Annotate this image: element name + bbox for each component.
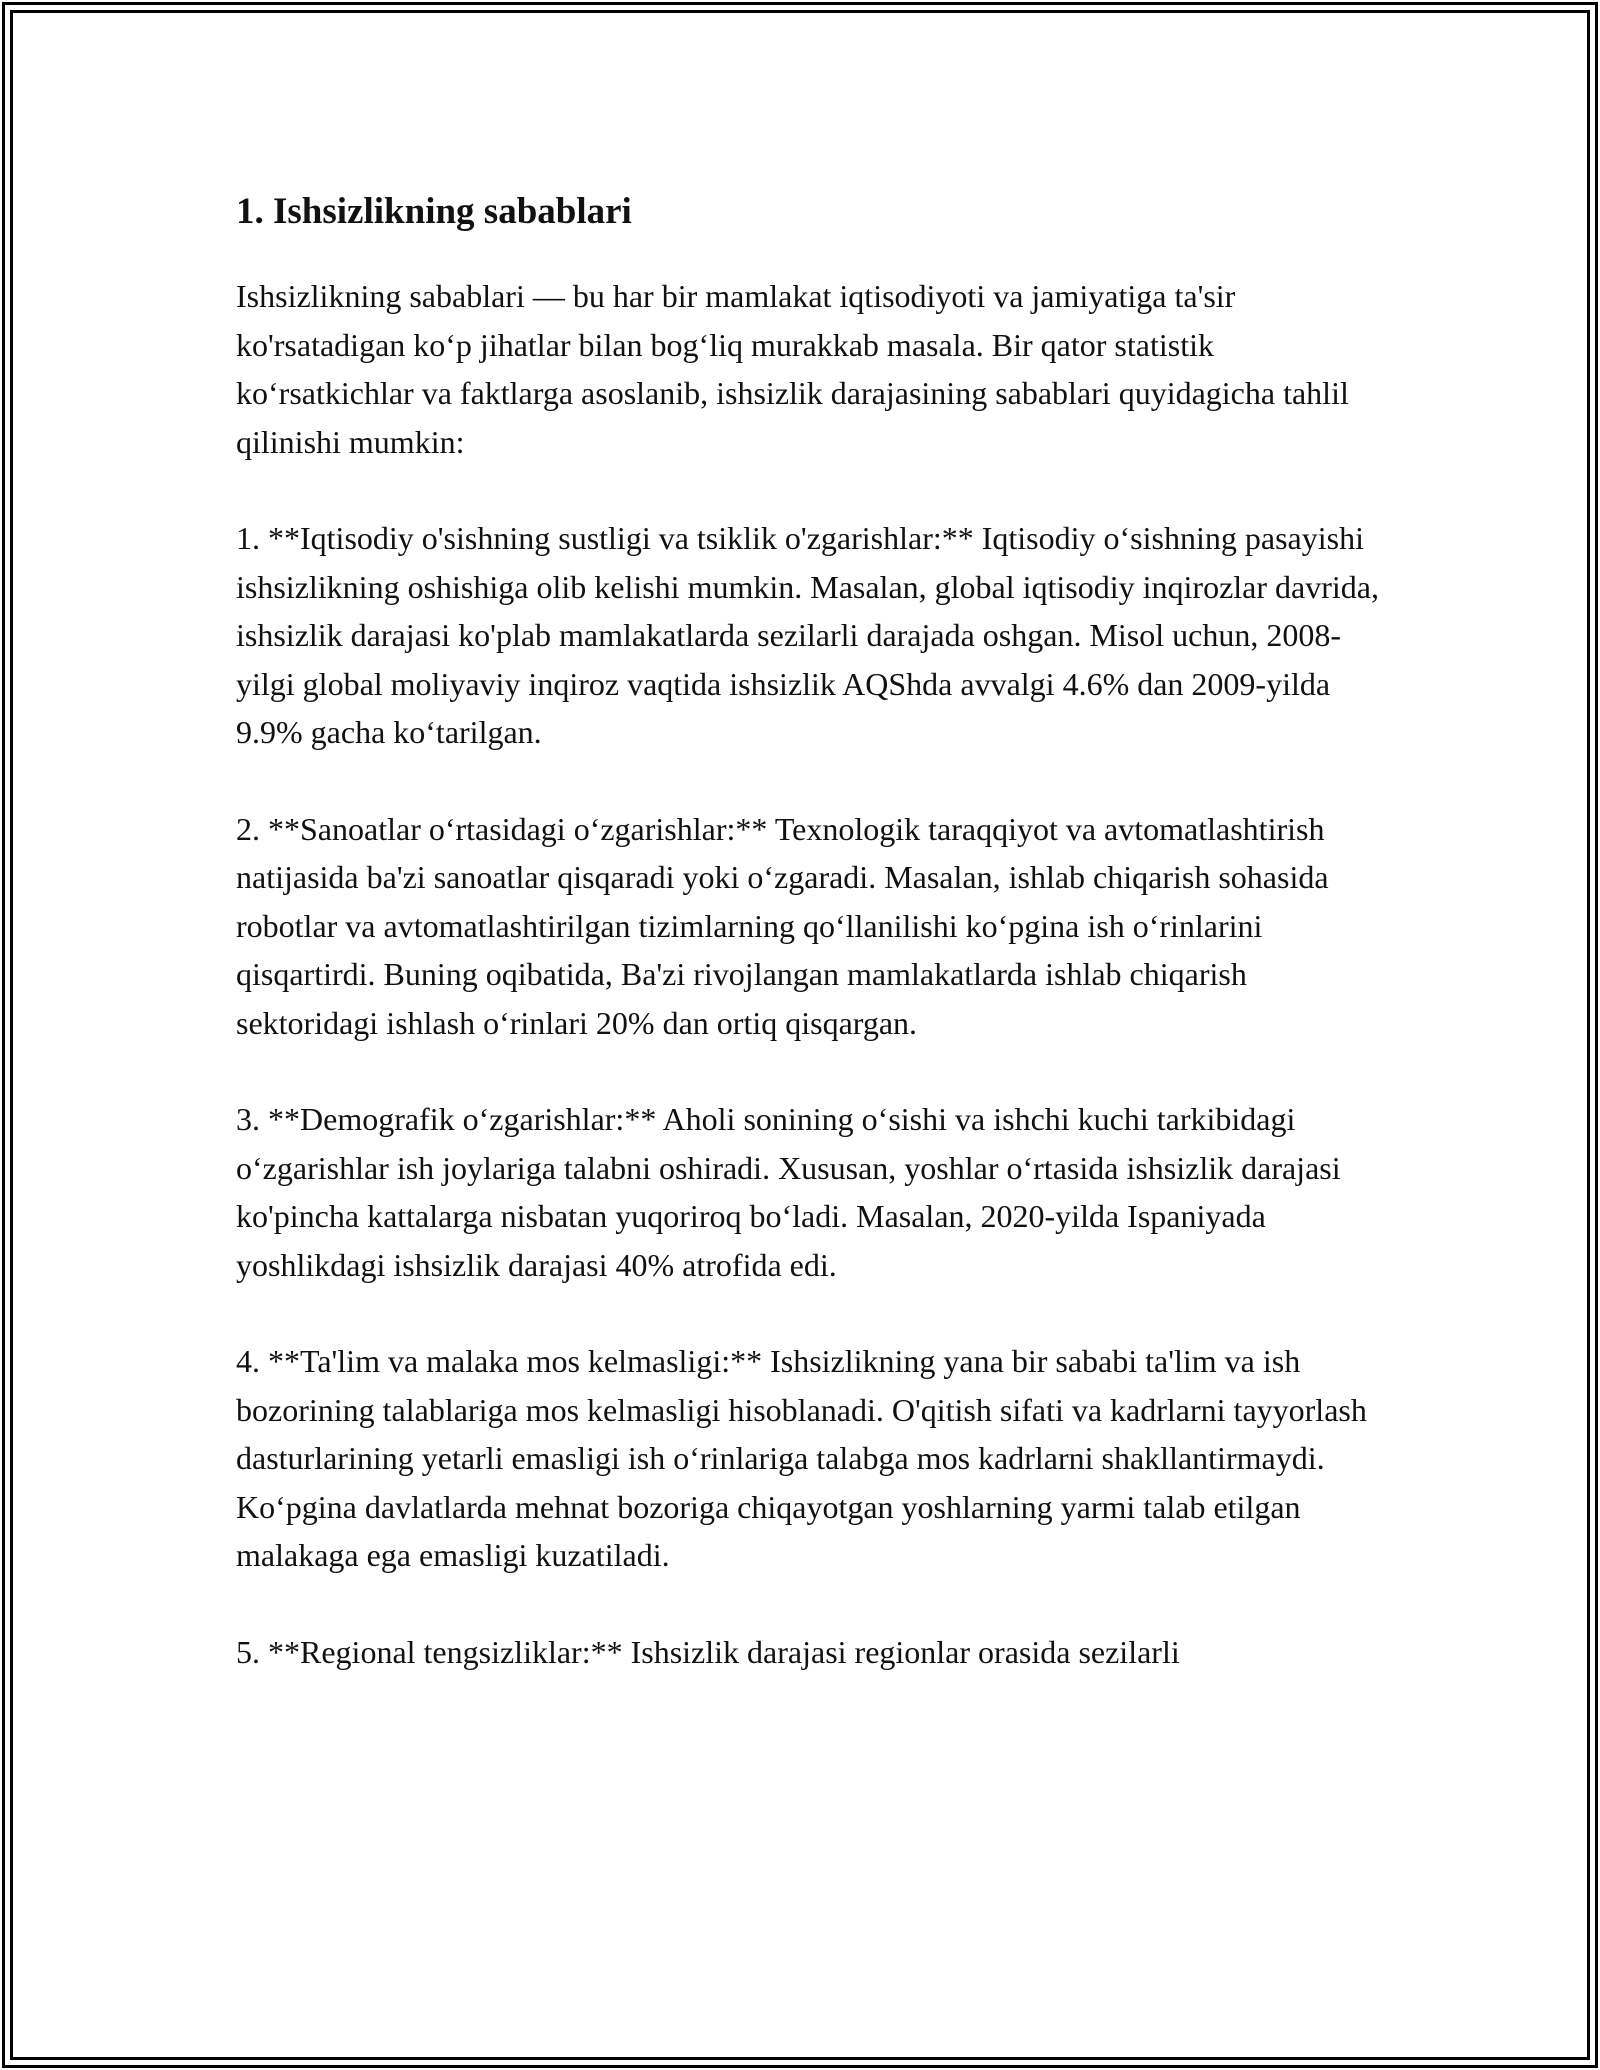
cause-3-paragraph: 3. **Demografik o‘zgarishlar:** Aholi sonining o‘sishi va ishchi kuchi tarkibidagi o‘zgarishlar ish joylariga talabni oshiradi. Xususan, yoshlar o‘rtasida ishsizlik darajasi ko'pincha kattalarga nisbatan yuqoriroq bo‘ladi. Masalan, 2020-yilda Ispaniyada yoshlikdagi ishsizlik darajasi 40% atrofida edi. [236,1101,1341,1283]
cause-2-paragraph: 2. **Sanoatlar o‘rtasidagi o‘zgarishlar:** Texnologik taraqqiyot va avtomatlashtirish natijasida ba'zi sanoatlar qisqaradi yoki o‘zgaradi. Masalan, ishlab chiqarish sohasida robotlar va avtomatlashtirilgan tizimlarning qo‘llanilishi ko‘pgina ish o‘rinlarini qisqartirdi. Buning oqibatida, Ba'zi rivojlangan mamlakatlarda ishlab chiqarish sektoridagi ishlash o‘rinlari 20% dan ortiq qisqargan. [236,810,1329,1041]
section-heading: 1. Ishsizlikning sabablari [236,191,632,232]
document-body [236,186,1386,1724]
intro-paragraph: Ishsizlikning sabablari — bu har bir mamlakat iqtisodiyoti va jamiyatiga ta'sir ko'rsatadigan ko‘p jihatlar bilan bog‘liq murakkab masala. Bir qator statistik ko‘rsatkichlar va faktlarga asoslanib, ishsizlik darajasining sabablari quyidagicha tahlil qilinishi mumkin: [236,278,1349,460]
cause-1-paragraph: 1. **Iqtisodiy o'sishning sustligi va tsiklik o'zgarishlar:** Iqtisodiy o‘sishning pasayishi ishsizlikning oshishiga olib kelishi mumkin. Masalan, global iqtisodiy inqirozlar davrida, ishsizlik darajasi ko'plab mamlakatlarda sezilarli darajada oshgan. Misol uchun, 2008-yilgi global moliyaviy inqiroz vaqtida ishsizlik AQShda avvalgi 4.6% dan 2009-yilda 9.9% gacha ko‘tarilgan. [236,520,1379,750]
cause-4-paragraph: 4. **Ta'lim va malaka mos kelmasligi:** Ishsizlikning yana bir sababi ta'lim va ish bozorining talablariga mos kelmasligi hisoblanadi. O'qitish sifati va kadrlarni tayyorlash dasturlarining yetarli emasligi ish o‘rinlariga talabga mos kadrlarni shakllantirmaydi. Ko‘pgina davlatlarda mehnat bozoriga chiqayotgan yoshlarning yarmi talab etilgan malakaga ega emasligi kuzatiladi. [236,1343,1367,1573]
cause-5-paragraph: 5. **Regional tengsizliklar:** Ishsizlik darajasi regionlar orasida sezilarli [236,1633,1180,1670]
